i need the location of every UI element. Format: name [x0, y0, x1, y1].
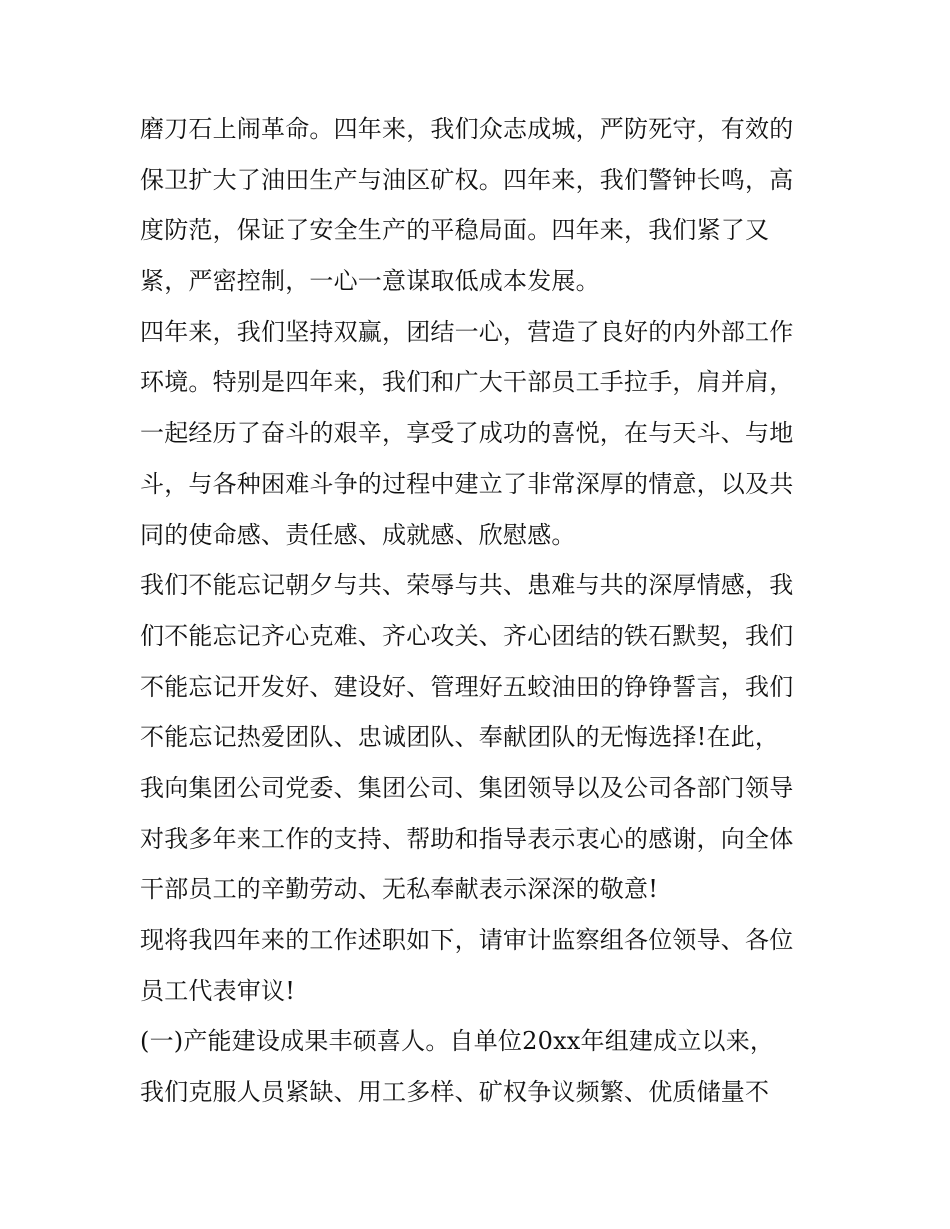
text-line: 不能忘记热爱团队、忠诚团队、奉献团队的无悔选择!在此， [140, 723, 780, 752]
text-line: (一)产能建设成果丰硕喜人。自单位20xx年组建成立以来， [140, 1027, 775, 1056]
text-line: 磨刀石上闹革命。四年来，我们众志成城，严防死守，有效的 [140, 115, 794, 143]
text-line: 斗，与各种困难斗争的过程中建立了非常深厚的情意，以及共 [140, 469, 794, 498]
text-line: 环境。特别是四年来，我们和广大干部员工手拉手，肩并肩， [140, 368, 794, 397]
text-line: 干部员工的辛勤劳动、无私奉献表示深深的敬意! [140, 875, 659, 904]
text-line: 四年来，我们坚持双赢，团结一心，营造了良好的内外部工作 [140, 317, 794, 346]
document-body [140, 104, 820, 1118]
text-line: 不能忘记开发好、建设好、管理好五蛟油田的铮铮誓言，我们 [140, 672, 794, 701]
text-line: 现将我四年来的工作述职如下，请审计监察组各位领导、各位 [140, 926, 794, 954]
text-line: 我向集团公司党委、集团公司、集团领导以及公司各部门领导 [140, 773, 794, 802]
text-line: 保卫扩大了油田生产与油区矿权。四年来，我们警钟长鸣，高 [140, 165, 794, 194]
text-line: 员工代表审议! [140, 976, 296, 1005]
text-line: 我们克服人员紧缺、用工多样、矿权争议频繁、优质储量不 [140, 1078, 770, 1107]
text-line: 一起经历了奋斗的艰辛，享受了成功的喜悦，在与天斗、与地 [140, 419, 794, 448]
text-line: 我们不能忘记朝夕与共、荣辱与共、患难与共的深厚情感，我 [140, 571, 794, 600]
text-line: 对我多年来工作的支持、帮助和指导表示衷心的感谢，向全体 [140, 824, 794, 853]
text-line: 们不能忘记齐心克难、齐心攻关、齐心团结的铁石默契，我们 [140, 621, 794, 650]
text-line: 紧，严密控制，一心一意谋取低成本发展。 [140, 267, 600, 296]
text-line: 度防范，保证了安全生产的平稳局面。四年来，我们紧了又 [140, 216, 770, 245]
text-line: 同的使命感、责任感、成就感、欣慰感。 [140, 520, 576, 549]
